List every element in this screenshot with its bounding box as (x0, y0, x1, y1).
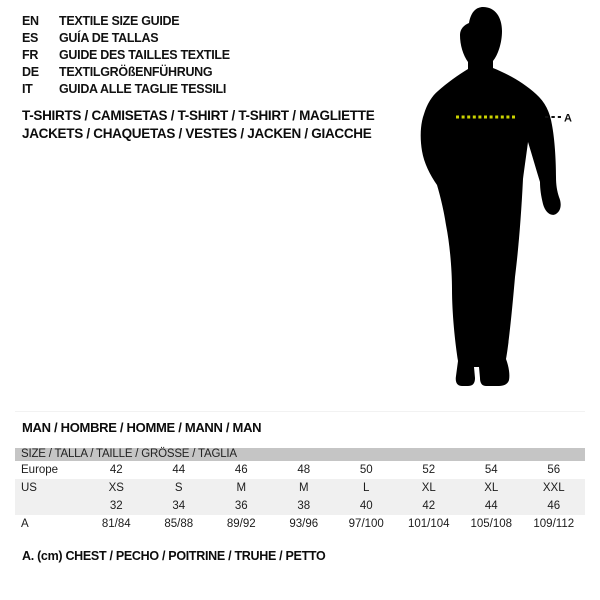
row-label: A (21, 518, 29, 530)
language-label: GUIDA ALLE TAGLIE TESSILI (59, 81, 227, 96)
table-cell: XL (484, 482, 499, 494)
table-cell: 46 (234, 464, 248, 476)
language-code: EN (22, 13, 39, 28)
language-code: IT (22, 81, 33, 96)
table-cell: 34 (172, 500, 186, 512)
divider (15, 411, 585, 412)
table-cell: 48 (297, 464, 311, 476)
man-silhouette (421, 7, 561, 386)
table-row-europe (15, 461, 585, 479)
category-jackets: JACKETS / CHAQUETAS / VESTES / JACKEN / GIACCHE (22, 126, 372, 141)
table-cell: 101/104 (407, 518, 450, 530)
table-cell: 93/96 (289, 518, 319, 530)
language-code: FR (22, 47, 39, 62)
language-row-it (22, 80, 230, 97)
table-cell: XS (108, 482, 124, 494)
language-label: TEXTILGRÖßENFÜHRUNG (59, 64, 213, 79)
language-row-de (22, 63, 230, 80)
table-cell: S (174, 482, 183, 494)
row-label: US (21, 482, 37, 494)
table-cell: 42 (422, 500, 436, 512)
table-cell: L (363, 482, 370, 494)
table-cell: 32 (109, 500, 123, 512)
chest-measure-label: A (564, 112, 572, 125)
table-cell: 54 (484, 464, 498, 476)
table-cell: XXL (542, 482, 565, 494)
table-cell: 50 (359, 464, 373, 476)
table-cell: 46 (547, 500, 561, 512)
table-cell: 109/112 (533, 518, 575, 530)
table-row-chest-a (15, 515, 585, 533)
language-code: DE (22, 64, 39, 79)
table-cell: 81/84 (101, 518, 131, 530)
table-cell: 42 (109, 464, 123, 476)
row-label: Europe (21, 464, 59, 476)
footnote-chest-measurement: A. (cm) CHEST / PECHO / POITRINE / TRUHE / PETTO (22, 549, 326, 563)
size-table (15, 448, 585, 533)
table-cell: 44 (484, 500, 498, 512)
table-cell: 85/88 (164, 518, 194, 530)
table-cell: 97/100 (348, 518, 384, 530)
table-cell: 40 (359, 500, 373, 512)
table-cell: 38 (297, 500, 311, 512)
table-cell: 36 (234, 500, 248, 512)
man-silhouette-svg (405, 5, 575, 395)
language-label: GUIDE DES TAILLES TEXTILE (59, 47, 230, 62)
language-row-en (22, 12, 230, 29)
language-label: TEXTILE SIZE GUIDE (59, 13, 180, 28)
table-cell: XL (421, 482, 436, 494)
language-list (22, 12, 230, 97)
language-row-fr (22, 46, 230, 63)
language-code: ES (22, 30, 39, 45)
table-row-us-numeric (15, 497, 585, 515)
table-cell: M (236, 482, 247, 494)
table-cell: 44 (172, 464, 186, 476)
size-table-header: SIZE / TALLA / TAILLE / GRÖSSE / TAGLIA (15, 448, 585, 461)
table-cell: M (298, 482, 309, 494)
category-tshirts: T-SHIRTS / CAMISETAS / T-SHIRT / T-SHIRT / MAGLIETTE (22, 108, 375, 123)
section-title-man: MAN / HOMBRE / HOMME / MANN / MAN (22, 420, 262, 435)
language-row-es (22, 29, 230, 46)
language-label: GUÍA DE TALLAS (59, 30, 159, 45)
table-cell: 89/92 (226, 518, 256, 530)
table-cell: 105/108 (470, 518, 513, 530)
table-cell: 52 (422, 464, 436, 476)
table-row-us (15, 479, 585, 497)
man-silhouette-figure (405, 5, 575, 395)
table-cell: 56 (547, 464, 561, 476)
garment-categories (22, 107, 374, 143)
